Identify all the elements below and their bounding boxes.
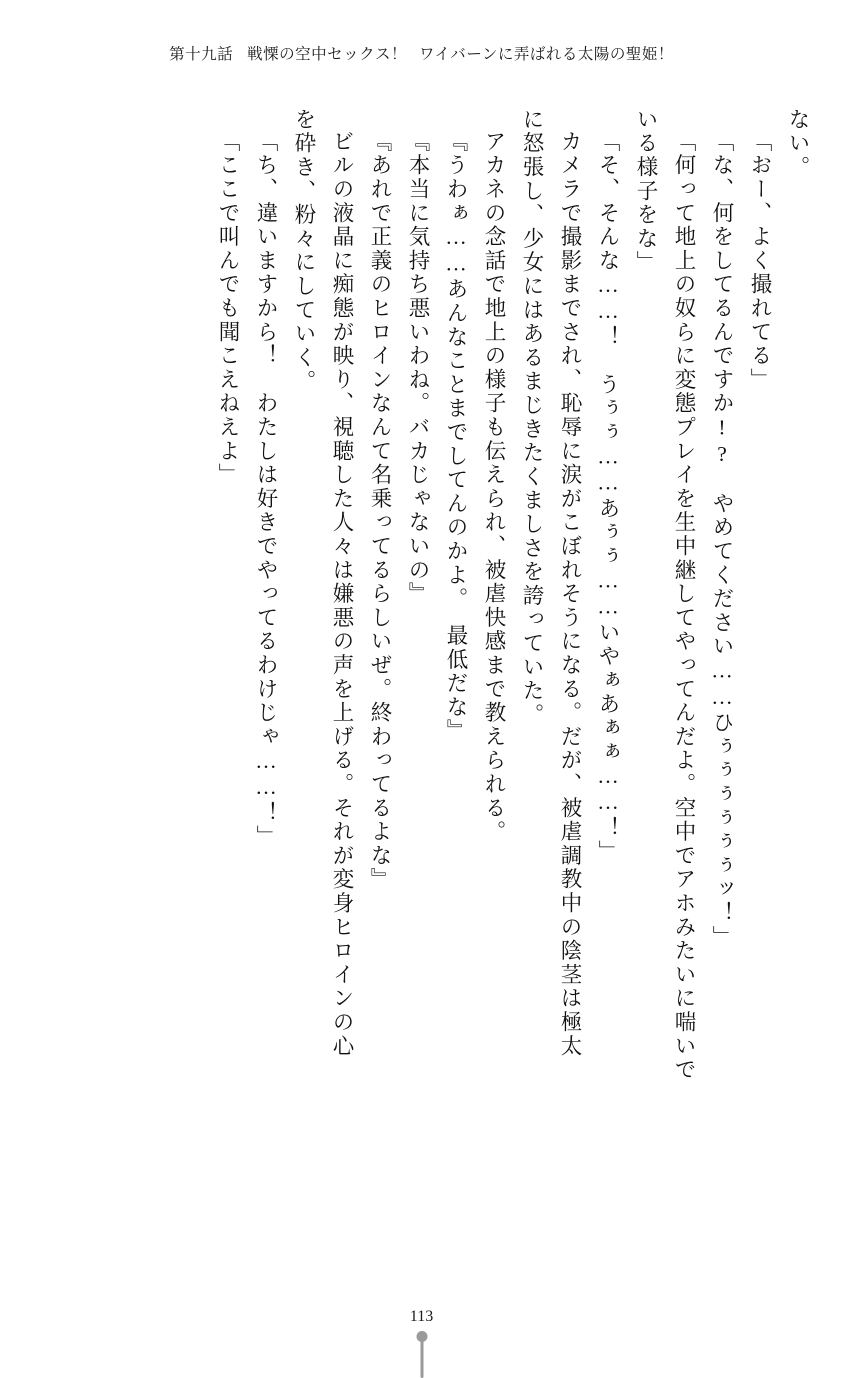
text-line: を砕き、粉々にしていく。	[292, 108, 316, 394]
text-line: 「ここで叫んでも聞こえねえよ」	[216, 130, 240, 487]
spine-mark-decoration	[420, 1336, 423, 1378]
text-line: 「何って地上の奴らに変態プレイを生中継してやってんだよ。空中でアホみたいに喘いで	[672, 130, 696, 1082]
chapter-subtitle: ワイバーンに弄ばれる太陽の聖姫！	[418, 46, 674, 63]
text-line: 『本当に気持ち悪いわね。バカじゃないの』	[406, 130, 430, 606]
text-line: ビルの液晶に痴態が映り、視聴した人々は嫌悪の声を上げる。それが変身ヒロインの心	[330, 130, 354, 1059]
chapter-number: 第十九話	[169, 46, 234, 63]
page-number: 113	[409, 1308, 434, 1325]
text-line: いる様子をな」	[634, 108, 658, 275]
text-line: に怒張し、少女にはあるまじきたくましさを誇っていた。	[520, 108, 544, 727]
text-line: アカネの念話で地上の様子も伝えられ、被虐快感まで教えられる。	[482, 130, 506, 844]
text-line: 「そ、そんな……！ うぅぅ……あぅぅ……いやぁあぁぁ……！」	[596, 130, 620, 864]
text-line: 「ち、違いますから！ わたしは好きでやってるわけじゃ……！」	[254, 130, 278, 849]
page-header	[0, 42, 843, 64]
text-line: 『うわぁ……あんなことまでしてんのかよ。 最低だな』	[444, 130, 468, 744]
text-line: 「な、何をしてるんですか!? やめてください……ひぅぅぅぅぅぅッ！」	[710, 130, 734, 950]
text-line: 『あれで正義のヒロインなんて名乗ってるらしいぜ。終わってるよな』	[368, 130, 392, 892]
text-line: カメラで撮影までされ、恥辱に涙がこぼれそうになる。だが、被虐調教中の陰茎は極太	[558, 130, 582, 1059]
chapter-title: 戦慄の空中セックス！	[247, 46, 407, 63]
text-line: 「おー、よく撮れてる」	[748, 130, 772, 392]
text-line: ない。	[786, 108, 810, 180]
body-text	[38, 108, 808, 1268]
